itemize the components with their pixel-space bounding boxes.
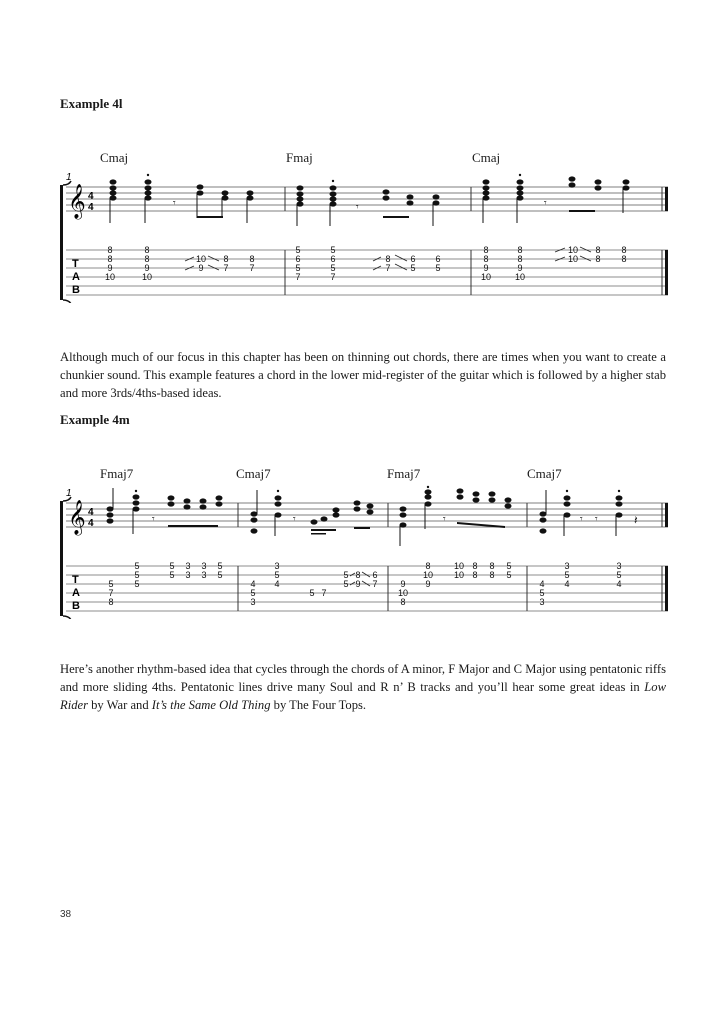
svg-text:5: 5	[506, 561, 512, 571]
treble-clef-icon: 𝄞	[68, 501, 86, 534]
svg-text:5: 5	[295, 245, 301, 255]
svg-text:8: 8	[489, 570, 495, 580]
svg-text:5: 5	[134, 570, 140, 580]
svg-text:8: 8	[483, 254, 489, 264]
svg-text:4: 4	[88, 507, 94, 518]
svg-text:8: 8	[621, 254, 627, 264]
svg-text:4: 4	[564, 579, 570, 589]
svg-text:10: 10	[104, 272, 116, 282]
svg-text:4: 4	[539, 579, 545, 589]
svg-text:8: 8	[107, 245, 113, 255]
svg-text:𝄾: 𝄾	[293, 514, 296, 525]
svg-text:8: 8	[621, 245, 627, 255]
svg-text:5: 5	[217, 570, 223, 580]
svg-text:𝄾: 𝄾	[173, 198, 176, 209]
svg-text:3: 3	[201, 570, 207, 580]
svg-text:𝄾: 𝄾	[595, 514, 598, 525]
svg-text:6: 6	[295, 254, 301, 264]
svg-text:8: 8	[472, 561, 478, 571]
song-title: It’s the Same Old Thing	[151, 698, 271, 712]
svg-text:7: 7	[321, 588, 327, 598]
svg-text:5: 5	[506, 570, 512, 580]
body-paragraph	[60, 660, 666, 714]
svg-text:6: 6	[330, 254, 336, 264]
svg-text:8: 8	[483, 245, 489, 255]
svg-text:10: 10	[195, 254, 207, 264]
svg-text:5: 5	[343, 579, 349, 589]
paragraph-text: Here’s another rhythm-based idea that cycles through the chords of A minor, F Major and C Major using pentatonic riffs and more sliding 4ths. Pentatonic lines drive many Soul and R n’ B tracks and you’ll hear some great ideas in	[60, 662, 666, 694]
svg-text:𝄾: 𝄾	[356, 202, 359, 213]
svg-text:4: 4	[616, 579, 622, 589]
tab-label	[72, 574, 80, 612]
svg-text:6: 6	[435, 254, 441, 264]
svg-text:5: 5	[295, 263, 301, 273]
svg-text:4: 4	[250, 579, 256, 589]
treble-clef-icon: 𝄞	[68, 185, 86, 218]
svg-text:7: 7	[249, 263, 255, 273]
song-title: Low Rider	[60, 680, 666, 712]
svg-text:5: 5	[564, 570, 570, 580]
svg-text:𝄾: 𝄾	[580, 514, 583, 525]
chord-symbol: Fmaj7	[100, 466, 134, 481]
chord-symbol: Cmaj7	[527, 466, 562, 481]
svg-text:8: 8	[517, 254, 523, 264]
svg-text:5: 5	[274, 570, 280, 580]
svg-text:5: 5	[330, 263, 336, 273]
svg-text:B: B	[72, 600, 80, 612]
paragraph-text: by War and	[87, 698, 152, 712]
svg-text:8: 8	[400, 597, 406, 607]
example-4m-score	[58, 484, 678, 619]
example-4m-title: Example 4m	[60, 412, 130, 427]
svg-text:3: 3	[539, 597, 545, 607]
chord-symbol: Cmaj	[100, 150, 129, 165]
body-paragraph: Although much of our focus in this chapter has been on thinning out chords, there are times when you want to create a chunkier sound. This example features a chord in the lower mid-register of the guitar which is followed by a higher stab and more 3rds/4ths-based ideas.	[60, 350, 666, 400]
chord-symbol: Fmaj7	[387, 466, 421, 481]
svg-text:9: 9	[355, 579, 361, 589]
svg-text:7: 7	[295, 272, 301, 282]
svg-text:3: 3	[274, 561, 280, 571]
svg-text:3: 3	[201, 561, 207, 571]
svg-text:6: 6	[372, 570, 378, 580]
svg-text:8: 8	[595, 254, 601, 264]
svg-text:8: 8	[107, 254, 113, 264]
svg-text:10: 10	[514, 272, 526, 282]
svg-text:8: 8	[355, 570, 361, 580]
svg-text:8: 8	[472, 570, 478, 580]
example-4l-score	[58, 168, 678, 303]
svg-text:8: 8	[425, 561, 431, 571]
chord-symbol: Cmaj	[472, 150, 501, 165]
svg-text:7: 7	[223, 263, 229, 273]
svg-text:3: 3	[185, 570, 191, 580]
paragraph-text: by The Four Tops.	[270, 698, 367, 712]
svg-text:5: 5	[410, 263, 416, 273]
svg-text:6: 6	[410, 254, 416, 264]
svg-text:5: 5	[169, 570, 175, 580]
page-number: 38	[60, 909, 72, 920]
svg-text:A: A	[72, 587, 80, 599]
svg-text:5: 5	[217, 561, 223, 571]
svg-text:3: 3	[564, 561, 570, 571]
tab-label	[72, 258, 80, 296]
svg-text:T: T	[72, 574, 79, 586]
svg-text:5: 5	[309, 588, 315, 598]
svg-text:7: 7	[108, 588, 114, 598]
svg-text:9: 9	[425, 579, 431, 589]
svg-text:10: 10	[567, 254, 579, 264]
svg-text:3: 3	[185, 561, 191, 571]
svg-text:8: 8	[517, 245, 523, 255]
svg-text:8: 8	[595, 245, 601, 255]
svg-text:B: B	[72, 284, 80, 296]
chord-symbol: Fmaj	[286, 150, 313, 165]
svg-text:4: 4	[274, 579, 280, 589]
svg-text:9: 9	[400, 579, 406, 589]
svg-text:1: 1	[66, 488, 72, 499]
svg-text:5: 5	[435, 263, 441, 273]
svg-text:5: 5	[250, 588, 256, 598]
svg-text:5: 5	[616, 570, 622, 580]
svg-text:10: 10	[567, 245, 579, 255]
svg-text:8: 8	[249, 254, 255, 264]
svg-text:10: 10	[453, 561, 465, 571]
svg-text:10: 10	[397, 588, 409, 598]
svg-text:7: 7	[330, 272, 336, 282]
svg-text:10: 10	[453, 570, 465, 580]
svg-text:8: 8	[144, 254, 150, 264]
svg-text:5: 5	[108, 579, 114, 589]
svg-text:4: 4	[88, 518, 94, 529]
svg-text:9: 9	[144, 263, 150, 273]
svg-text:8: 8	[223, 254, 229, 264]
svg-text:10: 10	[141, 272, 153, 282]
svg-text:10: 10	[480, 272, 492, 282]
svg-text:9: 9	[483, 263, 489, 273]
svg-text:10: 10	[422, 570, 434, 580]
svg-text:𝄾: 𝄾	[443, 514, 446, 525]
svg-text:9: 9	[198, 263, 204, 273]
svg-text:5: 5	[134, 561, 140, 571]
svg-text:𝄾: 𝄾	[152, 514, 155, 525]
svg-text:8: 8	[144, 245, 150, 255]
svg-text:3: 3	[250, 597, 256, 607]
svg-text:3: 3	[616, 561, 622, 571]
svg-text:T: T	[72, 258, 79, 270]
svg-text:5: 5	[169, 561, 175, 571]
svg-text:5: 5	[330, 245, 336, 255]
svg-text:9: 9	[517, 263, 523, 273]
svg-text:5: 5	[539, 588, 545, 598]
svg-text:4: 4	[88, 202, 94, 213]
svg-text:5: 5	[134, 579, 140, 589]
svg-text:7: 7	[372, 579, 378, 589]
svg-text:1: 1	[66, 172, 72, 183]
example-4l-title: Example 4l	[60, 96, 123, 111]
svg-text:𝄾: 𝄾	[544, 198, 547, 209]
tab-numbers	[105, 245, 627, 282]
svg-text:8: 8	[385, 254, 391, 264]
svg-text:4: 4	[88, 191, 94, 202]
svg-text:𝄽: 𝄽	[634, 513, 638, 527]
svg-text:9: 9	[107, 263, 113, 273]
svg-text:5: 5	[343, 570, 349, 580]
chord-symbol: Cmaj7	[236, 466, 271, 481]
svg-text:8: 8	[489, 561, 495, 571]
svg-text:8: 8	[108, 597, 114, 607]
svg-text:A: A	[72, 271, 80, 283]
svg-text:7: 7	[385, 263, 391, 273]
